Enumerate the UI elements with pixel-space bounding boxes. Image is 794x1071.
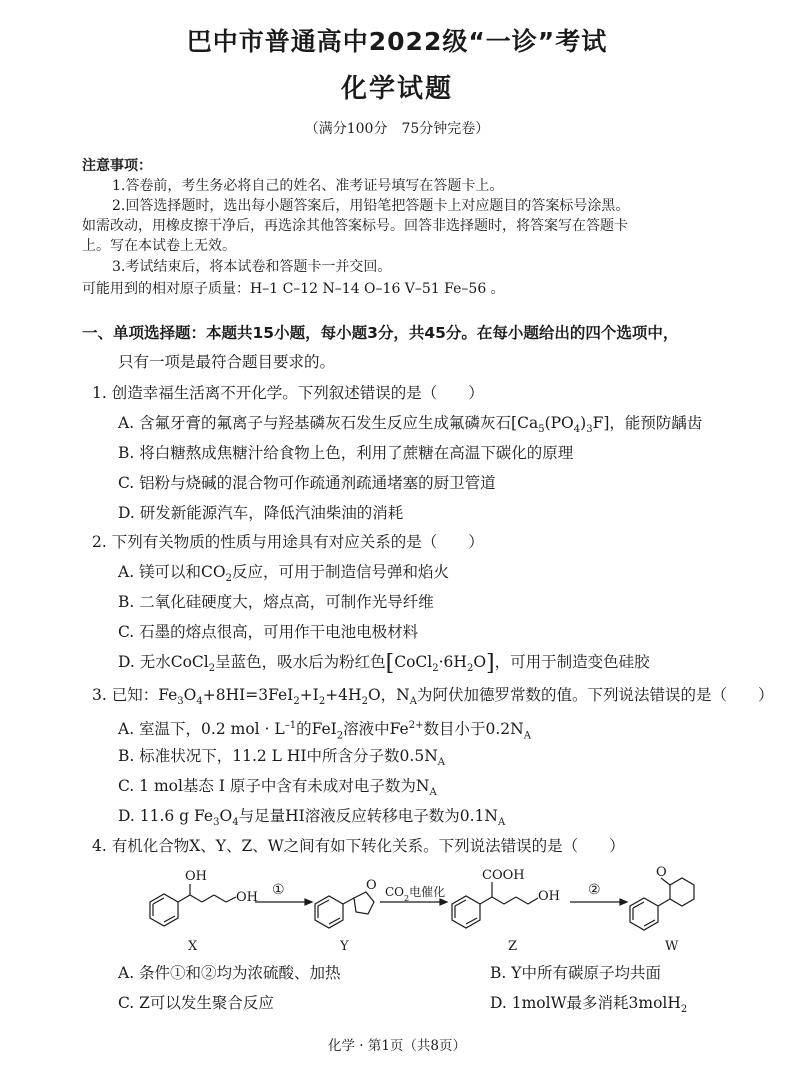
z-oh-label: OH xyxy=(538,889,560,904)
question-3-stem: 3. 已知：$Fe_3O_4+8HI=3FeI_2+I_2+4H_2O$，$N_A$为阿伏加德罗常数的值。下列说法错误的是（ ） xyxy=(92,686,774,708)
notice-line: 如需改动，用橡皮擦干净后，再选涂其他答案标号。回答非选择题时，将答案写在答题卡 xyxy=(82,218,628,234)
q4-option-a: A. 条件①和②均为浓硫酸、加热 xyxy=(118,964,341,982)
q2-option-c: C. 石墨的熔点很高，可用作干电池电极材料 xyxy=(118,623,419,641)
notice-line: 2.回答选择题时，选出每小题答案后，用铅笔把答题卡上对应题目的答案标号涂黑。 xyxy=(112,198,630,214)
q4-option-c: C. Z可以发生聚合反应 xyxy=(118,994,274,1012)
q3-option-c: C. 1 mol基态 I 原子中含有未成对电子数为$N_A$ xyxy=(118,777,437,799)
q1-option-a: A. 含氟牙膏的氟离子与羟基磷灰石发生反应生成氟磷灰石$[Ca_5(PO_4)_3F]$，能预防龋齿 xyxy=(118,414,703,436)
page-footer: 化学 · 第1页（共8页） xyxy=(327,1038,467,1054)
compound-z-structure xyxy=(452,882,538,928)
q3-option-d: D. 11.6 g $Fe_3O_4$与足量HI溶液反应转移电子数为$0.1N_A$ xyxy=(118,807,506,829)
q1-option-b: B. 将白糖熬成焦糖汁给食物上色，利用了蔗糖在高温下碳化的原理 xyxy=(118,444,574,462)
question-4-stem: 4. 有机化合物X、Y、Z、W之间有如下转化关系。下列说法错误的是（ ） xyxy=(92,837,625,855)
notice-line: 1.答卷前，考生务必将自己的姓名、准考证号填写在答题卡上。 xyxy=(112,178,504,194)
reaction-scheme-diagram xyxy=(130,862,730,962)
question-2-stem: 2. 下列有关物质的性质与用途具有对应关系的是（ ） xyxy=(92,533,484,551)
section-line-2: 只有一项是最符合题目要求的。 xyxy=(118,353,336,371)
exam-title: 巴中市普通高中2022级“一诊”考试 xyxy=(186,27,608,56)
step2-label: ② xyxy=(588,882,601,898)
compound-y-structure xyxy=(315,892,374,928)
label-z: Z xyxy=(508,939,518,954)
atomic-mass-line: 可能用到的相对原子质量：H–1 C–12 N–14 O–16 V–51 Fe–56 。 xyxy=(82,281,505,297)
notice-line: 上。写在本试卷上无效。 xyxy=(82,238,236,254)
reagent-label: $CO_2$电催化 xyxy=(385,885,446,903)
q2-option-a: A. 镁可以和$CO_2$反应，可用于制造信号弹和焰火 xyxy=(118,563,450,585)
label-w: W xyxy=(665,939,679,954)
x-oh2-label: OH xyxy=(236,890,258,905)
compound-x-structure xyxy=(150,884,236,926)
w-o-label: O xyxy=(656,865,667,880)
subject-title: 化学试题 xyxy=(340,74,453,104)
section-line-1: 一、单项选择题：本题共15小题，每小题3分，共45分。在每小题给出的四个选项中， xyxy=(82,324,679,342)
compound-w-structure xyxy=(630,878,694,930)
label-y: Y xyxy=(340,939,349,954)
label-x: X xyxy=(188,939,198,954)
q1-option-c: C. 铝粉与烧碱的混合物可作疏通剂疏通堵塞的厨卫管道 xyxy=(118,474,496,492)
y-o-label: O xyxy=(366,878,377,893)
notice-line: 3.考试结束后，将本试卷和答题卡一并交回。 xyxy=(112,259,392,275)
section-header xyxy=(82,323,678,343)
q2-option-b: B. 二氧化硅硬度大，熔点高，可制作光导纤维 xyxy=(118,593,434,611)
step1-label: ① xyxy=(272,882,285,898)
q3-option-a: A. 室温下，0.2 mol · $L^{-1}$的FeI$_2$溶液中$Fe^{2+}$数目小于$0.2N_A$ xyxy=(118,720,531,742)
question-1-stem: 1. 创造幸福生活离不开化学。下列叙述错误的是（ ） xyxy=(92,384,484,402)
q4-option-b: B. Y中所有碳原子均共面 xyxy=(490,964,661,982)
q3-option-b: B. 标准状况下，11.2 L HI中所含分子数$0.5N_A$ xyxy=(118,747,445,769)
q2-option-d: D. 无水CoCl$_2$呈蓝色，吸水后为粉红色$[CoCl_2\cdot 6H_2O]$，可用于制造变色硅胶 xyxy=(118,651,650,676)
x-oh-label: OH xyxy=(185,869,207,884)
notice-heading: 注意事项： xyxy=(82,158,152,174)
z-cooh-label: COOH xyxy=(482,868,525,883)
exam-subtitle: （满分100分 75分钟完卷） xyxy=(304,121,490,137)
q4-option-d: D. 1molW最多消耗3molH$_2$ xyxy=(490,994,688,1016)
q1-option-d: D. 研发新能源汽车，降低汽油柴油的消耗 xyxy=(118,504,404,522)
